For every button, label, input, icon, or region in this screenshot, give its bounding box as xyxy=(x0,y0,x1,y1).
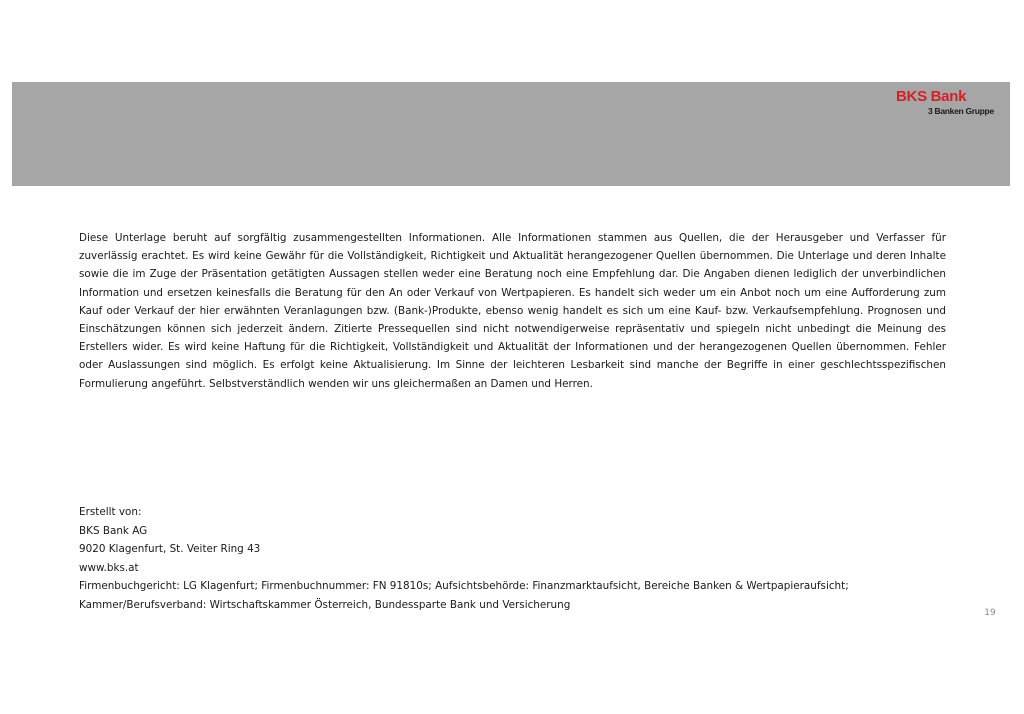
header-band xyxy=(12,82,1010,186)
imprint xyxy=(79,503,979,615)
company-address: 9020 Klagenfurt, St. Veiter Ring 43 xyxy=(79,543,261,556)
company-website[interactable]: www.bks.at xyxy=(79,561,139,574)
logo-subtitle: 3 Banken Gruppe xyxy=(928,106,994,116)
logo-name: BKS Bank xyxy=(896,88,967,105)
bks-bank-logo xyxy=(896,88,1006,122)
disclaimer-text: Diese Unterlage beruht auf sorgfältig zusammengestellten Informationen. Alle Informationen stammen aus Quellen, die der Herausgeber und Verfasser für zuverlässig erachtet. Es wird keine Gewähr für die Vollständigkeit, Richtigkeit und Aktualität herangezogener Quellen übernommen. Die Unterlage und deren Inhalte sowie die im Zuge der Präsentation getätigten Aussagen stellen weder eine Beratung noch eine Empfehlung dar. Die Angaben dienen lediglich der unverbindlichen Information und ersetzen keinesfalls die Beratung für den An oder Verkauf von Wertpapieren. Es handelt sich weder um ein Anbot noch um eine Aufforderung zum Kauf oder Verkauf der hier erwähnten Veranlagungen bzw. (Bank-)Produkte, ebenso wenig handelt es sich um eine Kauf- bzw. Verkaufsempfehlung. Prognosen und Einschätzungen können sich jederzeit ändern. Zitierte Pressequellen sind nicht notwendigerweise repräsentativ und spiegeln nicht unbedingt die Meinung des Erstellers wider. Es wird keine Haftung für die Richtigkeit, Vollständigkeit und Aktualität der Informationen und der herangezogenen Quellen übernommen. Fehler oder Auslassungen sind möglich. Es erfolgt keine Aktualisierung. Im Sinne der leichteren Lesbarkeit sind manche der Begriffe in einer geschlechtsspezifischen Formulierung angeführt. Selbstverständlich wenden wir uns gleichermaßen an Damen und Herren. xyxy=(79,232,946,390)
chamber-info: Kammer/Berufsverband: Wirtschaftskammer Österreich, Bundessparte Bank und Versicherung xyxy=(79,598,571,611)
registry-info: Firmenbuchgericht: LG Klagenfurt; Firmenbuchnummer: FN 91810s; Aufsichtsbehörde: Finanzmarktaufsicht, Bereiche Banken & Wertpapieraufsicht; xyxy=(79,580,849,593)
created-by-label: Erstellt von: xyxy=(79,506,142,518)
company-name: BKS Bank AG xyxy=(79,524,148,537)
page-number: 19 xyxy=(984,608,996,618)
